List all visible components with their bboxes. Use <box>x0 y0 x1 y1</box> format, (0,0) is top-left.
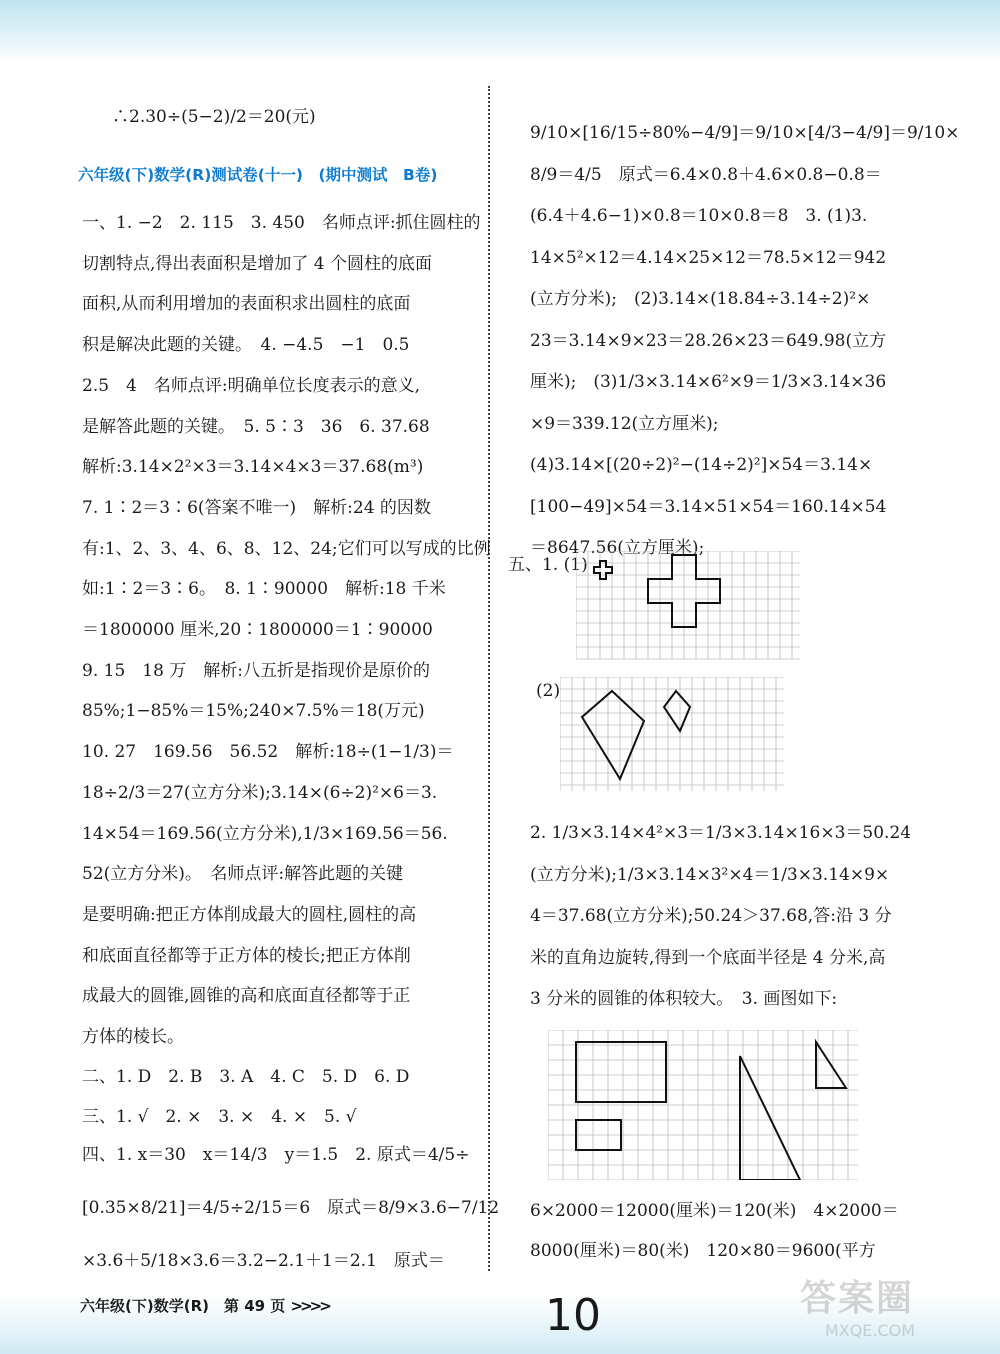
answer-line: 成最大的圆锥,圆锥的高和底面直径都等于正 <box>82 986 411 1007</box>
answer-line: (4)3.14×[(20÷2)²−(14÷2)²]×54＝3.14× <box>530 455 873 475</box>
footer-label <box>80 1295 329 1316</box>
answer-line: 6×2000＝12000(厘米)＝120(米) 4×2000＝ <box>530 1201 899 1221</box>
answer-line: 如:1∶2＝3∶6。 8. 1∶90000 解析:18 千米 <box>82 579 446 600</box>
answer-line: 方体的棱长。 <box>82 1027 184 1047</box>
answer-line: 9. 15 18 万 解析:八五折是指现价是原价的 <box>82 660 431 681</box>
answer-line: ×3.6＋5/18×3.6＝3.2−2.1＋1＝2.1 原式＝ <box>82 1251 445 1271</box>
answer-line: 10. 27 169.56 56.52 解析:18÷(1−1/3)＝ <box>82 742 454 763</box>
left-top-line: ∴2.30÷(5−2)/2＝20(元) <box>112 107 316 127</box>
top-decor-band <box>0 0 1000 62</box>
answer-line: ＝8647.56(立方厘米); <box>530 538 705 558</box>
footer-text: 六年级(下)数学(R) 第 49 页 <box>80 1297 286 1315</box>
large-kite-shape <box>582 691 644 779</box>
arrow-icon: >>>> <box>290 1297 329 1315</box>
column-divider <box>488 86 490 1271</box>
grid-figure-drawing <box>548 1030 860 1180</box>
answer-line: 3 分米的圆锥的体积较大。 3. 画图如下: <box>530 989 838 1009</box>
answer-line: (立方分米); (2)3.14×(18.84÷3.14÷2)²× <box>530 289 871 309</box>
answer-line: 是要明确:把正方体削成最大的圆柱,圆柱的高 <box>82 904 417 925</box>
answer-line: 有:1、2、3、4、6、8、12、24;它们可以写成的比例 <box>82 538 491 559</box>
small-cross-shape <box>594 561 612 579</box>
answer-line: 2.5 4 名师点评:明确单位长度表示的意义, <box>82 375 420 396</box>
grid-figure-cross <box>576 551 801 661</box>
answer-line: 二、1. D 2. B 3. A 4. C 5. D 6. D <box>82 1067 410 1087</box>
answer-line: 23＝3.14×9×23＝28.26×23＝649.98(立方 <box>530 330 887 351</box>
large-triangle <box>740 1056 800 1180</box>
large-rectangle <box>576 1042 666 1102</box>
answer-line: ＝1800000 厘米,20∶1800000＝1∶90000 <box>82 620 433 640</box>
answer-line: 厘米); (3)1/3×3.14×6²×9＝1/3×3.14×36 <box>530 372 887 392</box>
answer-line: [0.35×8/21]＝4/5÷2/15＝6 原式＝8/9×3.6−7/12 <box>82 1198 500 1218</box>
answer-line: 三、1. √ 2. × 3. × 4. × 5. √ <box>82 1107 357 1127</box>
answer-line: 是解答此题的关键。 5. 5∶3 36 6. 37.68 <box>82 416 430 437</box>
answer-line: 和底面直径都等于正方体的棱长;把正方体削 <box>82 945 411 966</box>
q5-1-label: 五、1. (1) <box>508 555 588 575</box>
answer-line: 14×5²×12＝4.14×25×12＝78.5×12＝942 <box>530 247 887 268</box>
answer-line: 8000(厘米)＝80(米) 120×80＝9600(平方 <box>530 1241 876 1261</box>
answer-line: 切割特点,得出表面积是增加了 4 个圆柱的底面 <box>82 253 433 274</box>
answer-line: ×9＝339.12(立方厘米); <box>530 413 719 434</box>
answer-line: 2. 1/3×3.14×4²×3＝1/3×3.14×16×3＝50.24 <box>530 823 912 843</box>
grid-figure-kite <box>560 677 785 793</box>
watermark-logo: 答案圈 <box>800 1278 915 1319</box>
answer-line: (立方分米);1/3×3.14×3²×4＝1/3×3.14×9× <box>530 864 890 885</box>
answer-line: 面积,从而利用增加的表面积求出圆柱的底面 <box>82 294 411 315</box>
answer-line: 积是解决此题的关键。 4. −4.5 −1 0.5 <box>82 335 410 356</box>
answer-line: 米的直角边旋转,得到一个底面半径是 4 分米,高 <box>530 947 886 968</box>
answer-line: 9/10×[16/15÷80%−4/9]＝9/10×[4/3−4/9]＝9/10× <box>530 123 960 143</box>
section-title: 六年级(下)数学(R)测试卷(十一) (期中测试 B卷) <box>78 166 438 184</box>
answer-line: 52(立方分米)。 名师点评:解答此题的关键 <box>82 864 404 885</box>
watermark <box>800 1270 940 1340</box>
answer-line: 8/9＝4/5 原式＝6.4×0.8＋4.6×0.8−0.8＝ <box>530 164 882 185</box>
answer-line: 一、1. −2 2. 115 3. 450 名师点评:抓住圆柱的 <box>82 213 481 233</box>
answer-line: 4＝37.68(立方分米);50.24＞37.68,答:沿 3 分 <box>530 906 892 926</box>
answer-line: 解析:3.14×2²×3＝3.14×4×3＝37.68(m³) <box>82 457 424 478</box>
answer-line: 85%;1−85%＝15%;240×7.5%＝18(万元) <box>82 701 425 722</box>
q5-2-label: (2) <box>536 681 561 701</box>
answer-line: 7. 1∶2＝3∶6(答案不唯一) 解析:24 的因数 <box>82 497 431 518</box>
answer-line: 18÷2/3＝27(立方分米);3.14×(6÷2)²×6＝3. <box>82 782 438 803</box>
answer-line: 14×54＝169.56(立方分米),1/3×169.56＝56. <box>82 823 448 844</box>
watermark-url: MXQE.COM <box>824 1321 916 1340</box>
answer-line: (6.4＋4.6−1)×0.8＝10×0.8＝8 3. (1)3. <box>530 206 868 226</box>
handwritten-page-number: 10 <box>545 1290 601 1341</box>
small-triangle <box>816 1042 846 1088</box>
answer-line: [100−49]×54＝3.14×51×54＝160.14×54 <box>530 496 887 517</box>
answer-line: 四、1. x＝30 x＝14/3 y＝1.5 2. 原式＝4/5÷ <box>82 1145 470 1165</box>
